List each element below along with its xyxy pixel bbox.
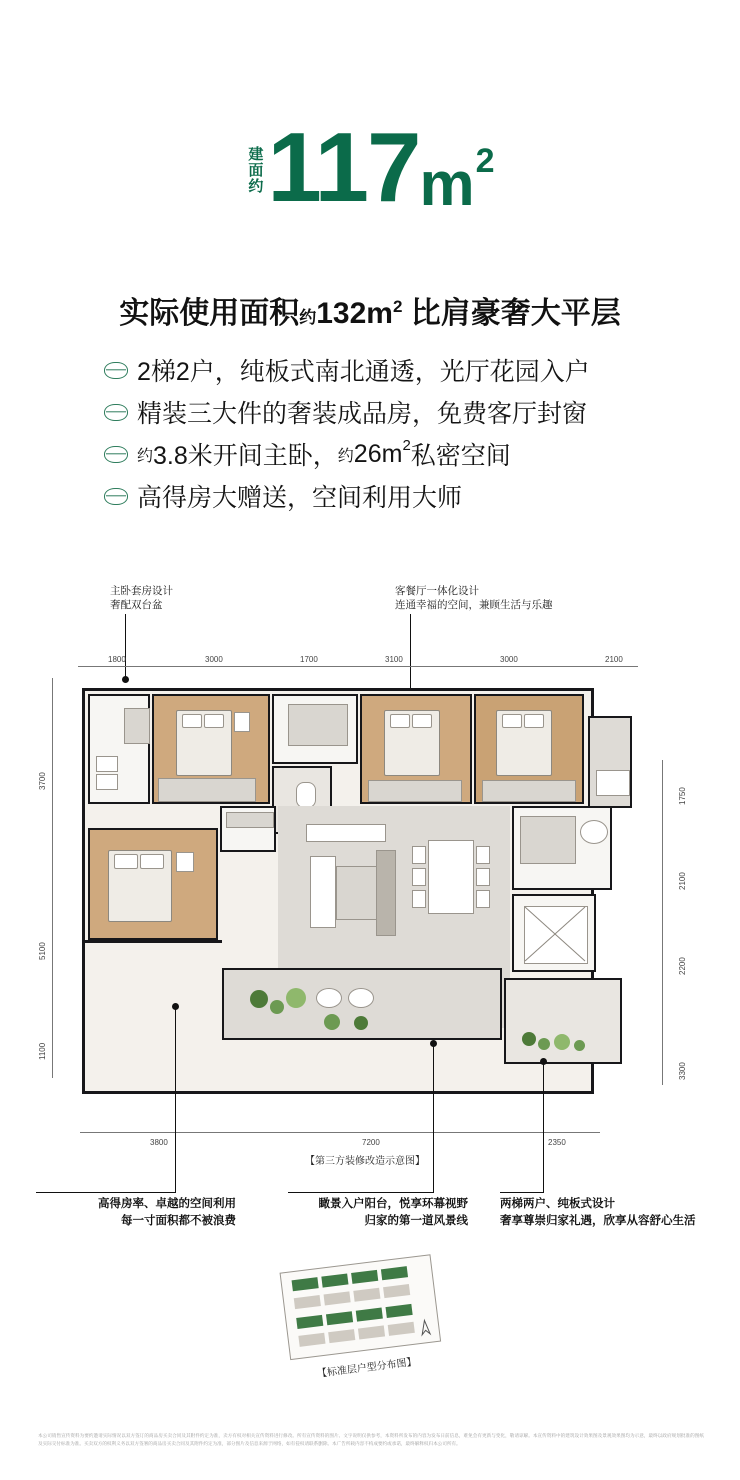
room-walk-in-closet [220,806,276,852]
site-plan-unit [328,1329,355,1343]
fixture-shower [124,708,150,744]
feature-list [104,352,664,520]
dimension-label: 5100 [38,942,47,960]
fixture-toilet [296,782,316,808]
list-item [104,436,664,472]
callout-leader-line [125,614,126,680]
site-plan-unit [298,1333,325,1347]
furniture-outdoor-chair [316,988,342,1008]
subtitle [0,288,740,332]
furniture-pillow [502,714,522,728]
plan-caption: 【第三方装修改造示意图】 [305,1156,425,1167]
subtitle-lead: 实际使用面积 [119,297,300,330]
plant-icon [324,1014,340,1030]
callout-leader-line [500,1192,544,1193]
dimension-line [52,678,53,1078]
plant-icon [554,1034,570,1050]
dimension-label: 1800 [108,655,126,664]
plant-icon [286,988,306,1008]
plant-icon [574,1040,585,1051]
list-item-superscript: 2 [402,436,411,454]
site-plan-unit [353,1288,380,1302]
fixture-sink [96,756,118,772]
list-item [104,478,664,514]
callout-line: 主卧套房设计 [110,585,173,597]
callout-leader-line [543,1061,544,1192]
furniture-pillow [114,854,138,869]
room-entry-foyer [504,978,622,1064]
floorplan-section [0,560,740,1200]
furniture-chair [412,868,426,886]
furniture-nightstand [176,852,194,872]
dimension-label: 3700 [38,772,47,790]
list-item-approx-2: 约 [337,447,354,465]
subtitle-tail: 比肩豪奢大平层 [410,297,621,330]
furniture-pillow [140,854,164,869]
hero-prefix: 建面约 [246,146,264,194]
list-item-label: 3.8米开间主卧， [153,442,338,470]
room-elevator-lobby [512,894,596,972]
furniture-wardrobe [368,780,462,802]
wall-segment [82,940,222,943]
dimension-line [78,666,638,667]
furniture-tv-cabinet [306,824,386,842]
dimension-label: 3300 [678,1062,687,1080]
callout-top-right [395,584,553,612]
plant-icon [250,990,268,1008]
furniture-wardrobe [226,812,274,828]
list-item [104,394,664,430]
callout-bottom-right [500,1196,720,1230]
dimension-label: 2200 [678,957,687,975]
room-south-garden-balcony [222,968,502,1040]
furniture-chair [412,890,426,908]
site-plan-unit [294,1295,321,1309]
callout-line: 两梯两户、纯板式设计 [500,1198,615,1210]
list-item [104,352,664,388]
hero-headline [0,112,740,222]
dimension-label: 2100 [605,655,623,664]
list-item-label-3: 私密空间 [410,442,511,470]
room-bedroom-2 [152,694,270,804]
furniture-wardrobe [158,778,256,802]
dimension-label: 7200 [362,1138,380,1147]
room-north-balcony [588,716,632,808]
site-plan-unit [383,1284,410,1298]
dimension-label: 3800 [150,1138,168,1147]
site-plan-unit [356,1308,383,1322]
site-plan-unit [321,1273,348,1287]
list-item-label: 高得房大赠送，空间利用大师 [137,484,463,512]
furniture-dining-table [428,840,474,914]
furniture-counter [520,816,576,864]
disclaimer-text: 本公司销售宣传资料为要约邀请实际情况以双方签订的商品房买卖合同及其附件约定为准，卖方有权对相关宣传资料进行修改。所有宣传资料的图片、文字说明仅供参考，本资料所发布的内容为发布日前信息，难免会有更新与变化，敬请谅解。本宣传资料中的建筑设计效果图及景观效果图均为示意，最终以政府规划批准的图纸及实际交付标准为准。买卖双方的权利义务以双方签署的商品房买卖合同及其附件约定为准，部分图片及信息来源于网络，如有侵权请联系删除。本广告所载内容不构成要约或承诺，最终解释权归本公司所有。 [38,1433,704,1446]
furniture-wardrobe [482,780,576,802]
site-plan-caption: 【标准层户型分布图】 [316,1356,418,1380]
callout-line: 奢配双台盆 [110,599,163,611]
leaf-icon [104,404,128,421]
hero-number: 117 [267,112,420,222]
subtitle-number: 132 [316,297,367,330]
callout-line: 客餐厅一体化设计 [395,585,479,597]
room-master-bedroom [88,828,218,940]
furniture-chair [476,846,490,864]
site-plan-box [280,1254,442,1360]
dimension-label: 3100 [385,655,403,664]
callout-leader-line [175,1006,176,1192]
fixture-sink [96,774,118,790]
site-plan-unit [386,1304,413,1318]
dimension-label: 2350 [548,1138,566,1147]
furniture-pillow [390,714,410,728]
furniture-pillow [412,714,432,728]
room-bedroom-4 [474,694,584,804]
furniture-outdoor-chair [348,988,374,1008]
plant-icon [270,1000,284,1014]
dimension-label: 3000 [205,655,223,664]
callout-leader-line [36,1192,176,1193]
floorplan-drawing [72,678,642,1148]
fixture-cooktop [580,820,608,844]
list-item-label: 2梯2户，纯板式南北通透，光厅花园入户 [137,358,590,386]
furniture-pillow [524,714,544,728]
room-bedroom-3 [360,694,472,804]
furniture-nightstand [234,712,250,732]
furniture-chair [476,890,490,908]
dimension-label: 2100 [678,872,687,890]
hero-superscript: 2 [475,142,495,180]
site-plan-unit [296,1315,323,1329]
leaf-icon [104,488,128,505]
furniture-sofa-long [376,850,396,936]
callout-line: 瞰景入户阳台，悦享环幕视野 [318,1198,468,1210]
site-plan-unit [351,1270,378,1284]
room-top-hall [272,694,358,764]
plant-icon [522,1032,536,1046]
callout-top-left [110,584,173,612]
list-item-approx-1: 约 [137,447,154,465]
site-plan [280,1252,461,1380]
dimension-line [662,760,663,1085]
site-plan-unit [381,1266,408,1280]
furniture-chair [476,868,490,886]
callout-bottom-left [36,1196,236,1230]
callout-line: 连通幸福的空间，兼顾生活与乐趣 [395,599,553,611]
dimension-label: 1750 [678,787,687,805]
list-item-label-2: 26m [353,439,403,468]
callout-bottom-center [288,1196,468,1230]
site-plan-unit [326,1311,353,1325]
room-kitchen [512,806,612,890]
subtitle-approx: 约 [299,308,317,327]
dimension-label: 3000 [500,655,518,664]
dimension-label: 1100 [38,1042,47,1060]
site-plan-unit [388,1322,415,1336]
site-plan-unit [358,1325,385,1339]
furniture-sofa [310,856,336,928]
leaf-icon [104,362,128,379]
callout-line: 奢享尊崇归家礼遇，欣享从容舒心生活 [500,1215,696,1227]
room-master-bath [88,694,150,804]
leaf-icon [104,446,128,463]
furniture-pillow [182,714,202,728]
list-item-label: 精装三大件的奢装成品房，免费客厅封窗 [137,400,588,428]
site-plan-unit [292,1277,319,1291]
north-arrow-icon [417,1318,433,1340]
callout-line: 高得房率、卓越的空间利用 [98,1198,236,1210]
callout-leader-line [433,1043,434,1192]
site-plan-unit [324,1291,351,1305]
stair-block [288,704,348,746]
fixture-laundry [596,770,630,796]
subtitle-superscript: 2 [392,297,403,316]
plant-icon [354,1016,368,1030]
furniture-pillow [204,714,224,728]
callout-leader-line [288,1192,434,1193]
dimension-label: 1700 [300,655,318,664]
elevator-cross-icon [514,896,598,974]
subtitle-unit: m [366,297,393,330]
callout-line: 每一寸面积都不被浪费 [121,1215,236,1227]
furniture-chair [412,846,426,864]
callout-line: 归家的第一道风景线 [364,1215,468,1227]
plant-icon [538,1038,550,1050]
hero-unit: m [419,150,475,219]
